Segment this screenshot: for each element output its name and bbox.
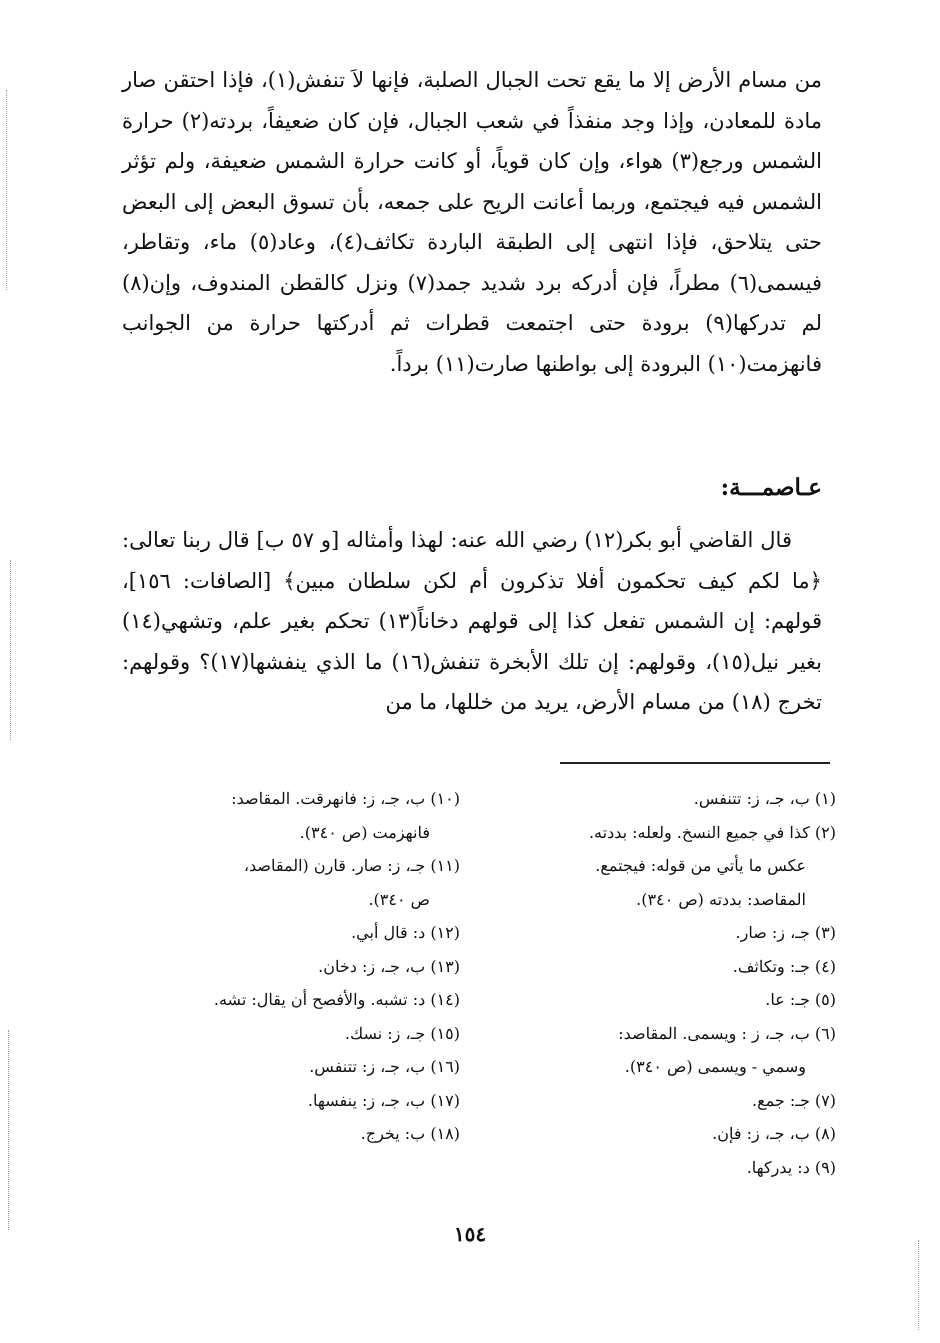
footnote: (٣) جـ، ز: صار. bbox=[735, 923, 836, 942]
paragraph: قال القاضي أبو بكر(١٢) رضي الله عنه: لهذا وأمثاله [و ٥٧ ب] قال ربنا تعالى: ﴿ما لكم كيف تحكمون أفلا تذكرون أم لكن سلطان مبين﴾ [الصافات: ١٥٦]، قولهم: إن الشمس تفعل كذا إلى قولهم دخاناً(١٣) تحكم بغير علم، وتشهي(١٤) بغير نيل(١٥)، وقولهم: إن تلك الأبخرة تنفش(١٦) ما الذي ينفشها(١٧)؟ وقولهم: تخرج (١٨) من مسام الأرض، يريد من خللها، ما من bbox=[122, 528, 823, 714]
footnote: (٥) جـ: عا. bbox=[765, 990, 836, 1009]
footnote-continuation: فانهزمت (ص ٣٤٠). bbox=[299, 822, 430, 842]
body-paragraph-top bbox=[122, 60, 822, 384]
margin-mark bbox=[6, 90, 7, 290]
footnote: (٧) جـ: جمع. bbox=[752, 1090, 836, 1110]
footnotes-column-left bbox=[120, 782, 460, 1151]
footnote: (٢) كذا في جميع النسخ. ولعله: بددته. bbox=[588, 822, 836, 842]
footnote: (٤) جـ: وتكاثف. bbox=[732, 956, 836, 976]
footnote: (١٥) جـ، ز: نسك. bbox=[344, 1023, 460, 1043]
footnote-continuation: وسمي - ويسمى (ص ٣٤٠). bbox=[624, 1057, 806, 1076]
body-paragraph-bottom bbox=[122, 520, 822, 723]
margin-mark bbox=[8, 1030, 9, 1230]
footnotes-column-right bbox=[496, 782, 836, 1184]
footnote: (١٤) د: تشبه. والأفصح أن يقال: تشه. bbox=[213, 990, 460, 1009]
footnote: (١٢) د: قال أبي. bbox=[351, 923, 460, 942]
margin-mark bbox=[918, 1240, 919, 1330]
footnote-continuation: المقاصد: بددته (ص ٣٤٠). bbox=[636, 889, 806, 909]
footnote: (١١) جـ، ز: صار. قارن (المقاصد، bbox=[243, 856, 460, 875]
section-heading: عـاصمـــة: bbox=[720, 474, 822, 501]
margin-mark bbox=[10, 560, 11, 740]
footnote: (١٦) ب، جـ، ز: تتنفس. bbox=[309, 1057, 460, 1076]
footnote: (٩) د: يدركها. bbox=[746, 1157, 836, 1177]
footnote: (١) ب، جـ، ز: تتنفس. bbox=[693, 789, 836, 808]
footnote: (٦) ب، جـ، ز : ويسمى. المقاصد: bbox=[618, 1023, 836, 1043]
footnote: (٨) ب، جـ، ز: فإن. bbox=[712, 1124, 836, 1143]
paragraph: من مسام الأرض إلا ما يقع تحت الجبال الصلبة، فإنها لاَ تنفش(١)، فإذا احتقن صار مادة للمعادن، وإذا وجد منفذاً في شعب الجبال، فإن كان ضعيفاً، بردته(٢) حرارة الشمس ورجع(٣) هواء، وإن كان قوياً، أو كانت حرارة الشمس ضعيفة، ولم تؤثر الشمس فيه فيجتمع، وربما أعانت الريح على جمعه، بأن تسوق البعض إلى البعض حتى يتلاحق، فإذا انتهى إلى الطبقة الباردة تكاثف(٤)، وعاد(٥) ماء، وتقاطر، فيسمى(٦) مطراً، فإن أدركه برد شديد جمد(٧) ونزل كالقطن المندوف، وإن(٨) لم تدركها(٩) برودة حتى اجتمعت قطرات ثم أدركتها حرارة من الجوانب فانهزمت(١٠) البرودة إلى بواطنها صارت(١١) برداً. bbox=[122, 68, 823, 376]
footnote-divider bbox=[560, 762, 830, 764]
footnote-continuation: عكس ما يأتي من قوله: فيجتمع. bbox=[595, 856, 806, 875]
footnote-continuation: ص ٣٤٠). bbox=[368, 889, 430, 909]
footnote: (١٧) ب، جـ، ز: ينفسها. bbox=[307, 1090, 460, 1110]
page-number: ١٥٤ bbox=[453, 1222, 487, 1246]
footnote: (١٣) ب، جـ، ز: دخان. bbox=[318, 956, 460, 976]
footnote: (١٠) ب، جـ، ز: فانهرقت. المقاصد: bbox=[231, 789, 460, 808]
footnote: (١٨) ب: يخرج. bbox=[360, 1124, 460, 1143]
